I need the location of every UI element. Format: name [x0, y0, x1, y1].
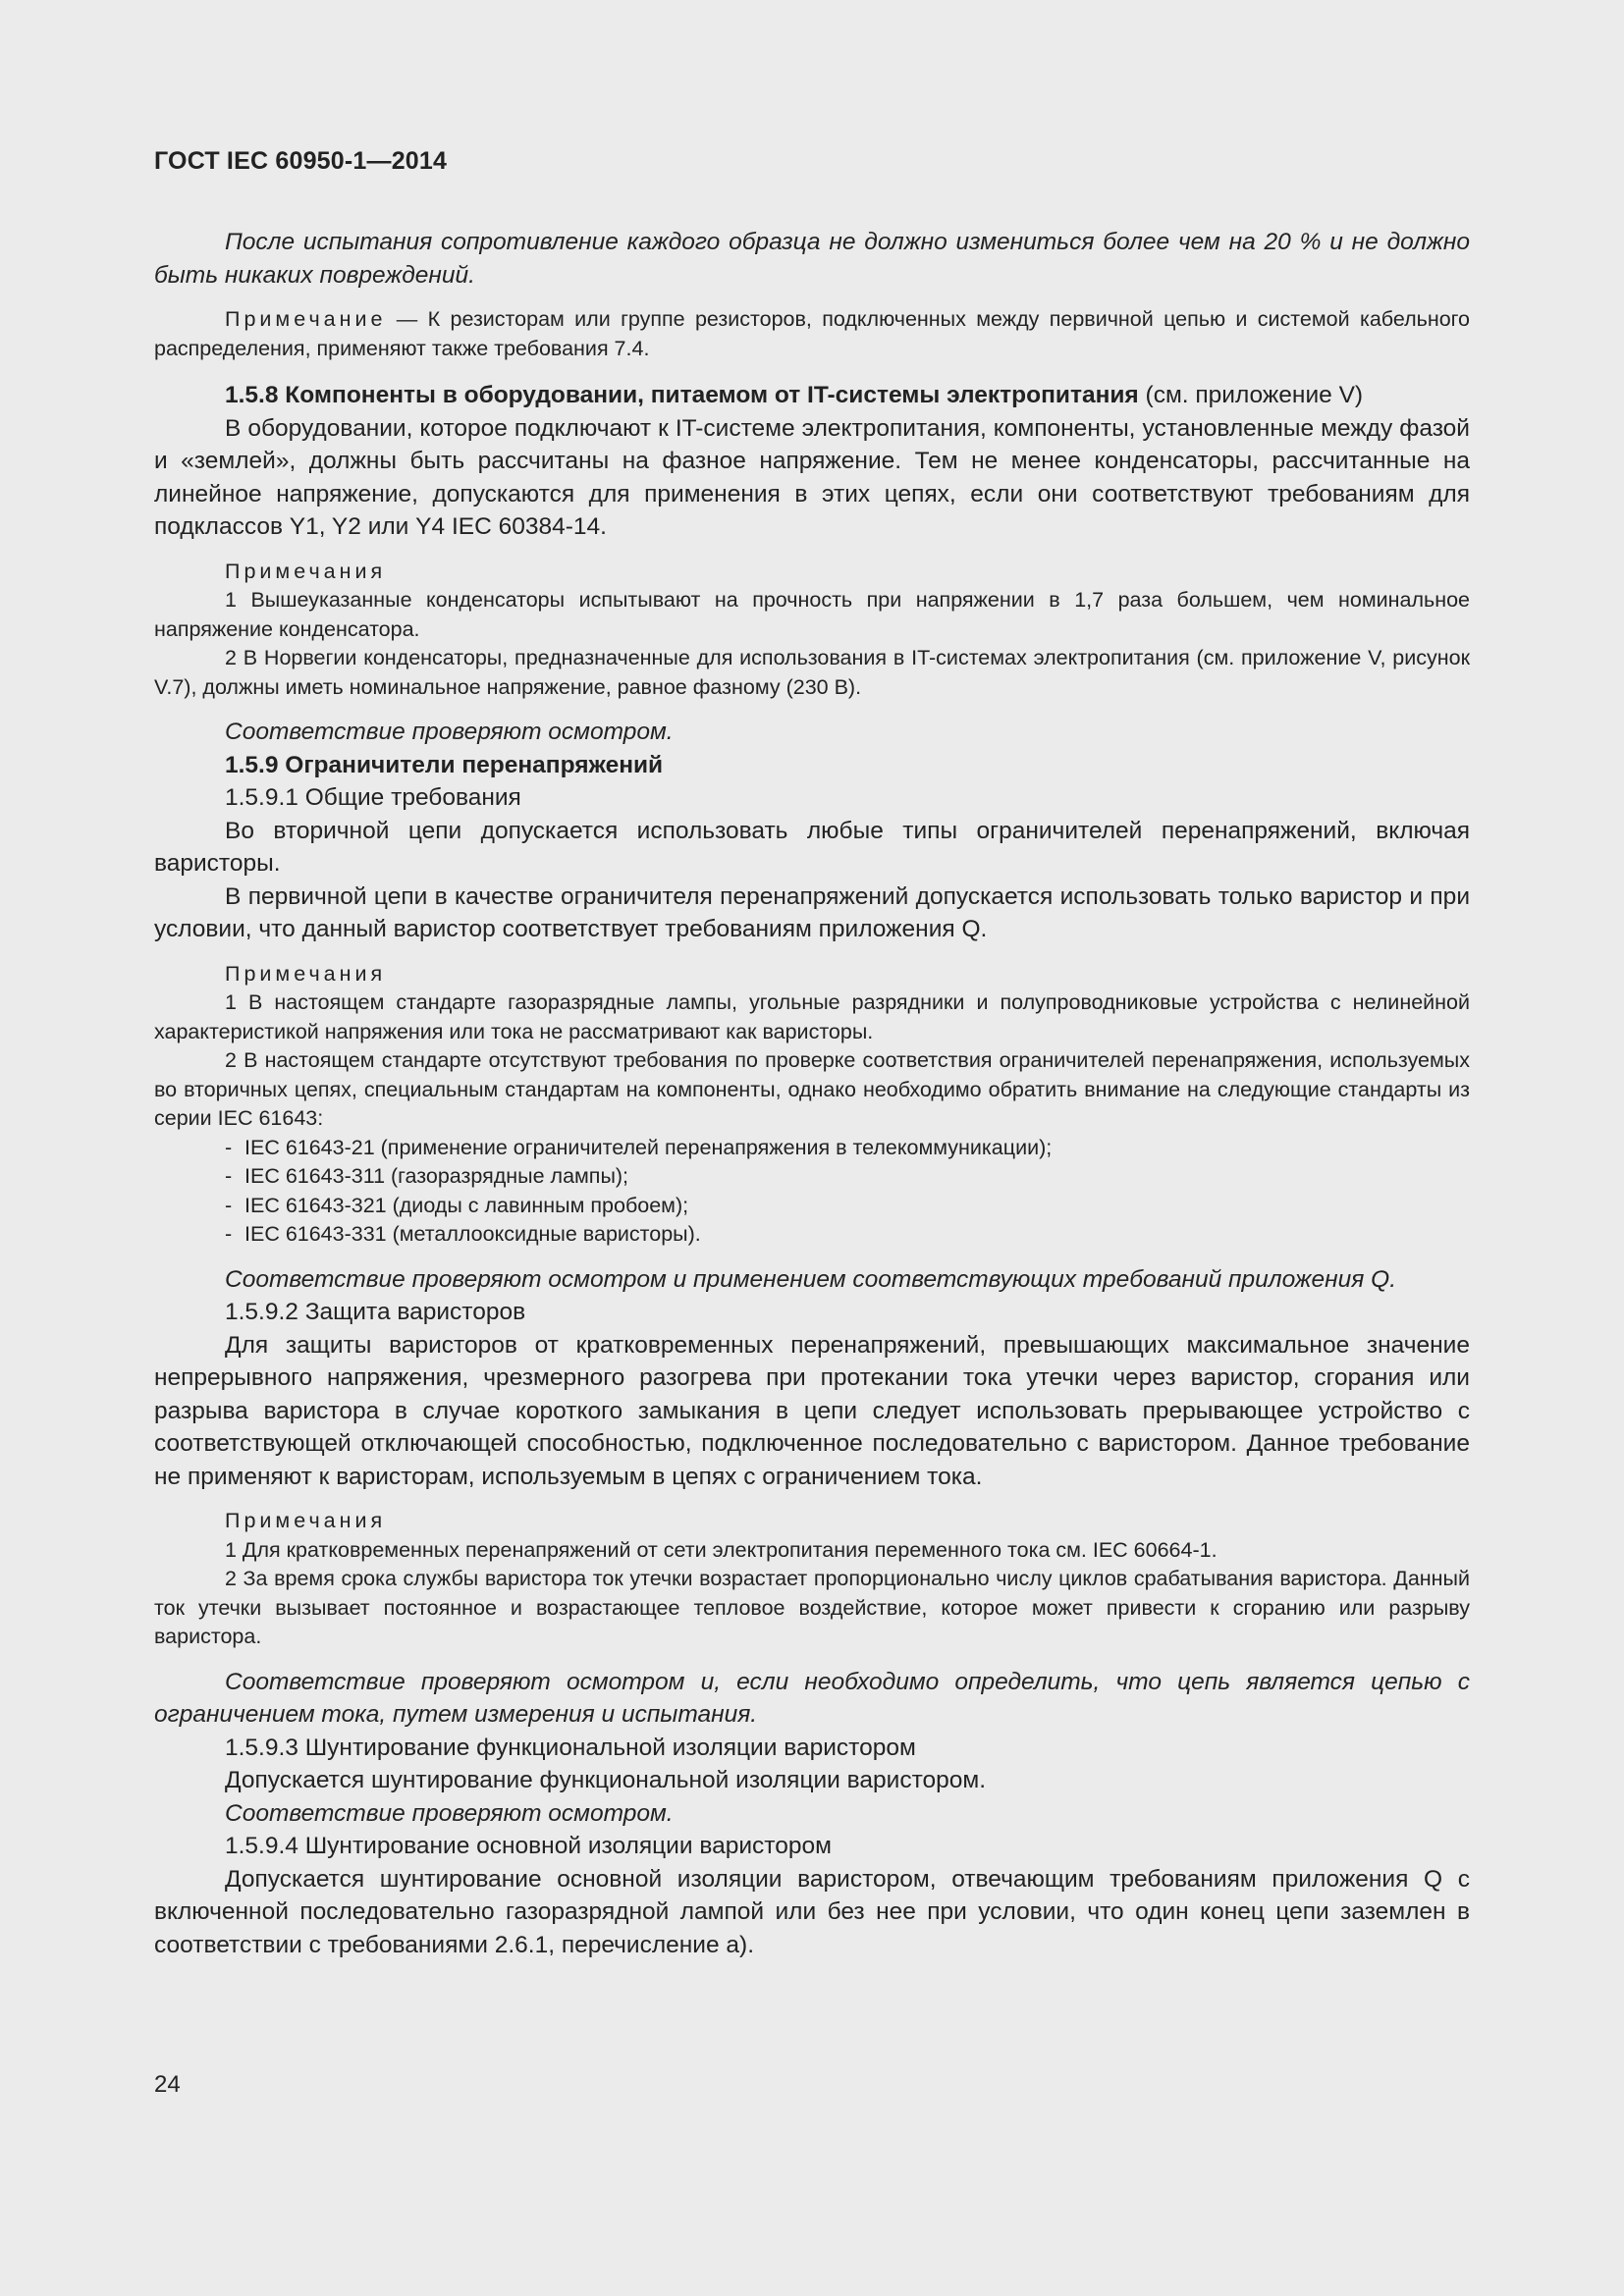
page-number: 24: [154, 2071, 181, 2098]
section-1-5-8-heading: [154, 379, 1470, 412]
note-label: Примечание: [225, 307, 387, 331]
list-item: - IEC 61643-331 (металлооксидные варисторы).: [225, 1220, 1470, 1250]
section-1-5-9-1-paragraph: В первичной цепи в качестве ограничителя перенапряжений допускается использовать только варистор и при условии, что данный варистор соответствует требованиям приложения Q.: [154, 882, 1470, 942]
compliance-statement: Соответствие проверяют осмотром.: [225, 719, 674, 745]
list-item: - IEC 61643-311 (газоразрядные лампы);: [225, 1162, 1470, 1192]
compliance-statement: Соответствие проверяют осмотром и применением соответствующих требований приложения Q.: [225, 1265, 1396, 1293]
section-1-5-9-1-heading: 1.5.9.1 Общие требования: [225, 784, 521, 811]
note-item: 1 В настоящем стандарте газоразрядные лампы, угольные разрядники и полупроводниковые устройства с нелинейной характеристикой напряжения или тока не рассматривают как варисторы.: [154, 990, 1470, 1043]
section-1-5-9-1-paragraph: Во вторичной цепи допускается использовать любые типы ограничителей перенапряжений, включая варисторы.: [154, 817, 1470, 877]
section-1-5-9-4-heading: 1.5.9.4 Шунтирование основной изоляции варистором: [225, 1833, 832, 1859]
note-item: 2 В настоящем стандарте отсутствуют требования по проверке соответствия ограничителей перенапряжения, используемых во вторичных цепях, специальным стандартам на компоненты, однако необходимо обратить внимание на следующие стандарты из серии IEC 61643:: [154, 1048, 1470, 1130]
document-body: [154, 226, 1470, 1961]
section-1-5-8-paragraph: В оборудовании, которое подключают к IT-системе электропитания, компоненты, установленные между фазой и «землей», должны быть рассчитаны на фазное напряжение. Тем не менее конденсаторы, рассчитанные на линейное напряжение, допускаются для применения в этих цепях, если они соответствуют требованиям для подклассов Y1, Y2 или Y4 IEC 60384-14.: [154, 414, 1470, 540]
section-1-5-9-3-heading: 1.5.9.3 Шунтирование функциональной изоляции варистором: [225, 1734, 916, 1761]
note-item: 2 В Норвегии конденсаторы, предназначенные для использования в IT-системах электропитания (см. приложение V, рисунок V.7), должны иметь номинальное напряжение, равное фазному (230 В).: [154, 646, 1470, 699]
document-header: ГОСТ IEC 60950-1—2014: [154, 147, 448, 175]
note-item: 1 Вышеуказанные конденсаторы испытывают на прочность при напряжении в 1,7 раза большем, чем номинальное напряжение конденсатора.: [154, 588, 1470, 641]
section-1-5-9-2-heading: 1.5.9.2 Защита варисторов: [225, 1299, 526, 1325]
paragraph-test-result: После испытания сопротивление каждого образца не должно измениться более чем на 20 % и не должно быть никаких повреждений.: [154, 229, 1470, 289]
list-item: - IEC 61643-21 (применение ограничителей перенапряжения в телекоммуникации);: [225, 1134, 1470, 1163]
list-item: - IEC 61643-321 (диоды с лавинным пробоем);: [225, 1192, 1470, 1221]
section-1-5-9-2-paragraph: Для защиты варисторов от кратковременных перенапряжений, превышающих максимальное значение непрерывного напряжения, чрезмерного разогрева при протекании тока утечки через варистор, сгорания или разрыва варистора в случае короткого замыкания в цепи следует использовать прерывающее устройство с соответствующей отключающей способностью, подключенное последовательно с варистором. Данное требование не применяют к варисторам, используемым в цепях с ограничением тока.: [154, 1331, 1470, 1490]
note-item: 1 Для кратковременных перенапряжений от сети электропитания переменного тока см. IEC 60664-1.: [225, 1537, 1218, 1562]
note-item: 2 За время срока службы варистора ток утечки возрастает пропорционально числу циклов срабатывания варистора. Данный ток утечки вызывает постоянное и возрастающее тепловое воздействие, которое может привести к сгоранию или разрыву варистора.: [154, 1567, 1470, 1648]
notes-label: Примечания: [225, 961, 387, 986]
note-resistors: [154, 305, 1470, 363]
section-1-5-9-3-paragraph: Допускается шунтирование функциональной изоляции варистором.: [225, 1767, 987, 1793]
note-text: — К резисторам или группе резисторов, подключенных между первичной цепью и системой кабельного распределения, применяют также требования 7.4.: [154, 307, 1470, 360]
section-ref: (см. приложение V): [1138, 382, 1364, 408]
compliance-statement: Соответствие проверяют осмотром.: [225, 1799, 674, 1827]
notes-label: Примечания: [225, 1509, 387, 1532]
standards-list: [154, 1134, 1470, 1250]
section-title: 1.5.8 Компоненты в оборудовании, питаемом от IT-системы электропитания: [225, 382, 1139, 408]
notes-label: Примечания: [225, 559, 387, 583]
compliance-statement: Соответствие проверяют осмотром и, если необходимо определить, что цепь является цепью с ограничением тока, путем измерения и испытания.: [154, 1668, 1470, 1728]
section-1-5-9-heading: 1.5.9 Ограничители перенапряжений: [225, 751, 664, 778]
section-1-5-9-4-paragraph: Допускается шунтирование основной изоляции варистором, отвечающим требованиям приложения Q с включенной последовательно газоразрядной лампой или без нее при условии, что один конец цепи заземлен в соответствии с требованиями 2.6.1, перечисление а).: [154, 1865, 1470, 1958]
